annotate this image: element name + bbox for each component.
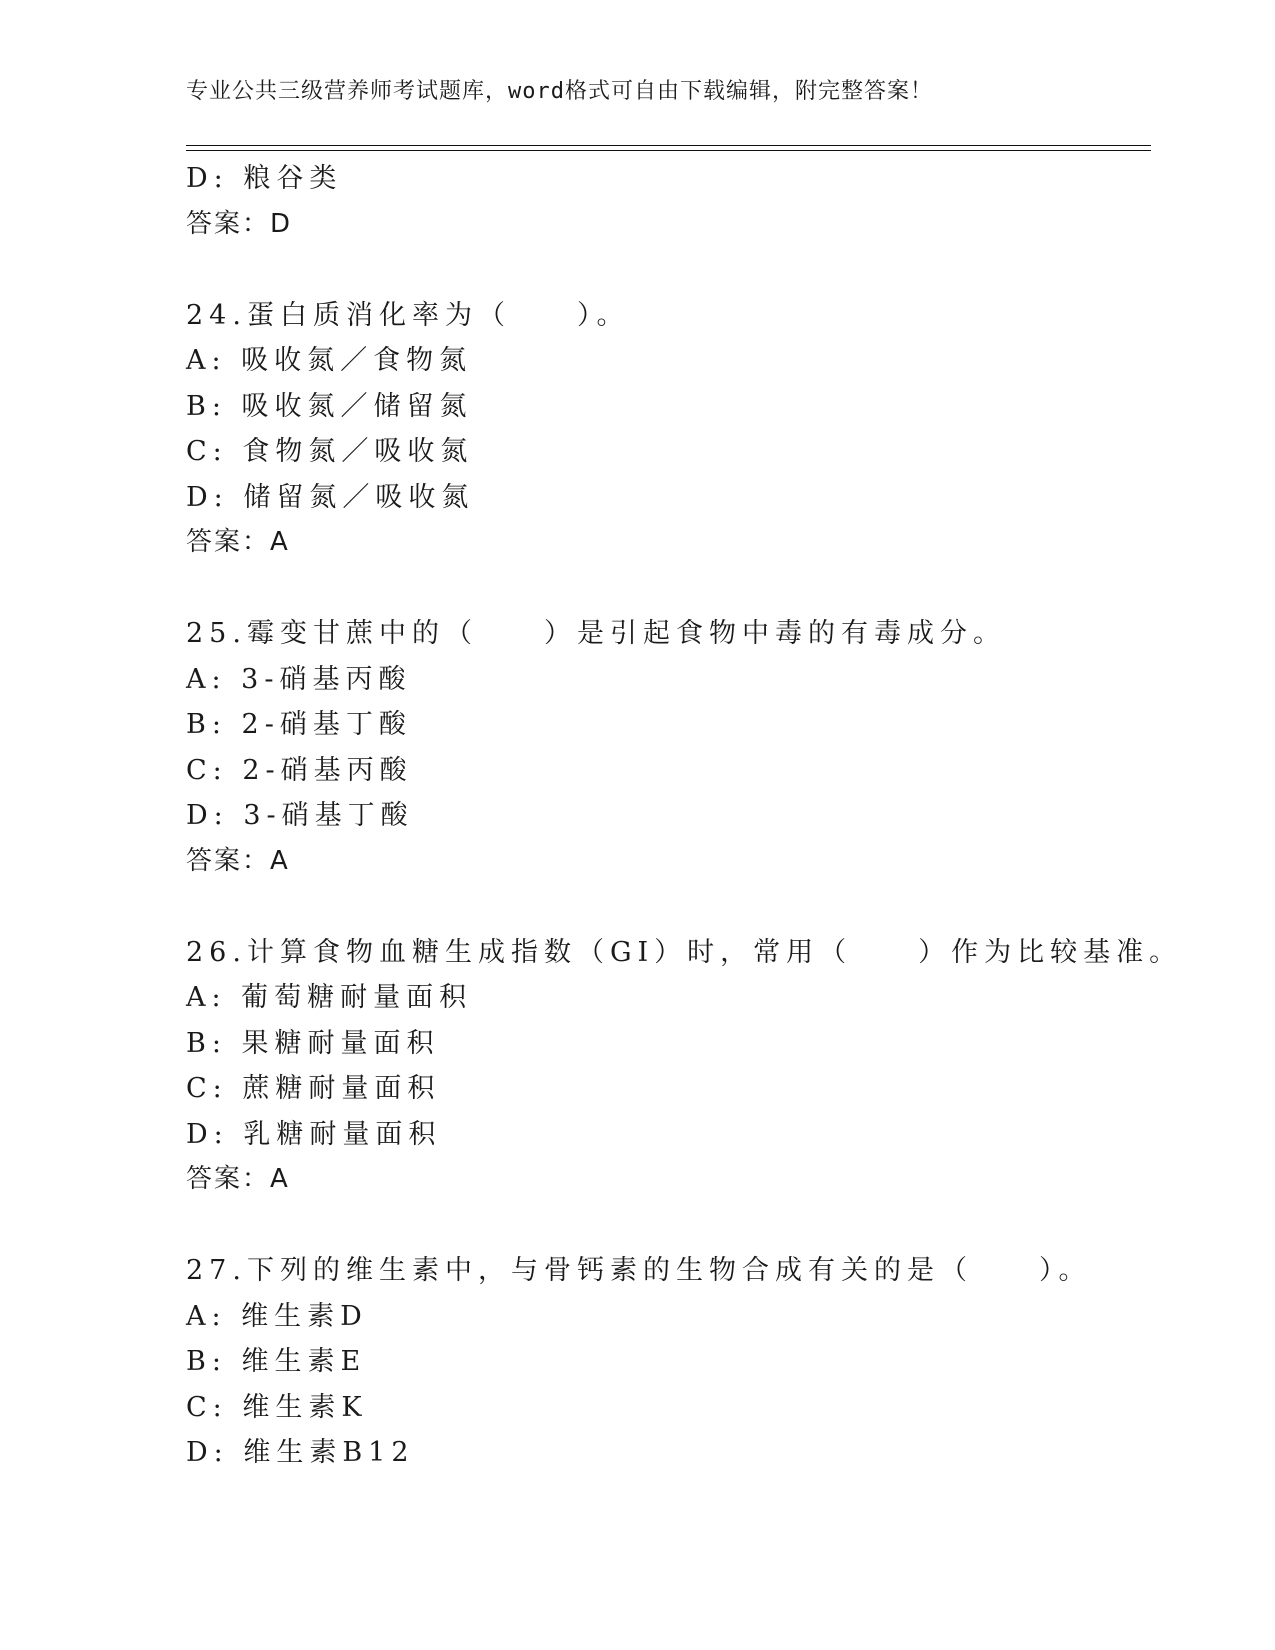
question-24-option-b: B: 吸收氮／储留氮 [186, 390, 473, 422]
option-d: D: 粮谷类 [186, 163, 343, 194]
header-rule-bottom [186, 150, 1151, 151]
question-26-option-b: B: 果糖耐量面积 [186, 1027, 440, 1059]
question-26-option-c: C: 蔗糖耐量面积 [186, 1073, 441, 1104]
header-rule-top [186, 145, 1151, 146]
question-list [186, 156, 1183, 1476]
spacer [186, 884, 1151, 930]
question-27-stem: 27.下列的维生素中，与骨钙素的生物合成有关的是（ ）。 [186, 1255, 1092, 1286]
spacer [186, 1203, 1151, 1249]
question-24-stem: 24.蛋白质消化率为（ ）。 [186, 299, 630, 331]
question-27-option-b: B: 维生素E [186, 1346, 367, 1377]
question-24-option-a: A: 吸收氮／食物氮 [186, 345, 473, 376]
question-27-option-d: D: 维生素B12 [186, 1437, 415, 1468]
question-27-option-c: C: 维生素K [186, 1391, 368, 1423]
answer: 答案：D [186, 208, 293, 239]
question-26-option-a: A: 葡萄糖耐量面积 [186, 982, 473, 1013]
question-25-answer: 答案：A [186, 845, 290, 876]
page-header: 专业公共三级营养师考试题库，word格式可自由下载编辑，附完整答案！ [186, 79, 933, 104]
question-24-option-c: C: 食物氮／吸收氮 [186, 436, 474, 467]
spacer [186, 247, 1151, 293]
spacer [186, 566, 1151, 612]
question-26-option-d: D: 乳糖耐量面积 [186, 1118, 442, 1150]
question-25-option-b: B: 2-硝基丁酸 [186, 709, 412, 740]
question-27-option-a: A: 维生素D [186, 1300, 368, 1332]
question-26-answer: 答案：A [186, 1164, 290, 1194]
question-25-stem: 25.霉变甘蔗中的（ ）是引起食物中毒的有毒成分。 [186, 618, 1006, 649]
question-25-option-a: A: 3-硝基丙酸 [186, 663, 412, 695]
question-24-answer: 答案：A [186, 527, 290, 557]
question-26-stem: 26.计算食物血糖生成指数（GI）时，常用（ ）作为比较基准。 [186, 936, 1183, 968]
question-25-option-d: D: 3-硝基丁酸 [186, 800, 414, 831]
question-25-option-c: C: 2-硝基丙酸 [186, 754, 413, 786]
question-24-option-d: D: 储留氮／吸收氮 [186, 481, 475, 513]
